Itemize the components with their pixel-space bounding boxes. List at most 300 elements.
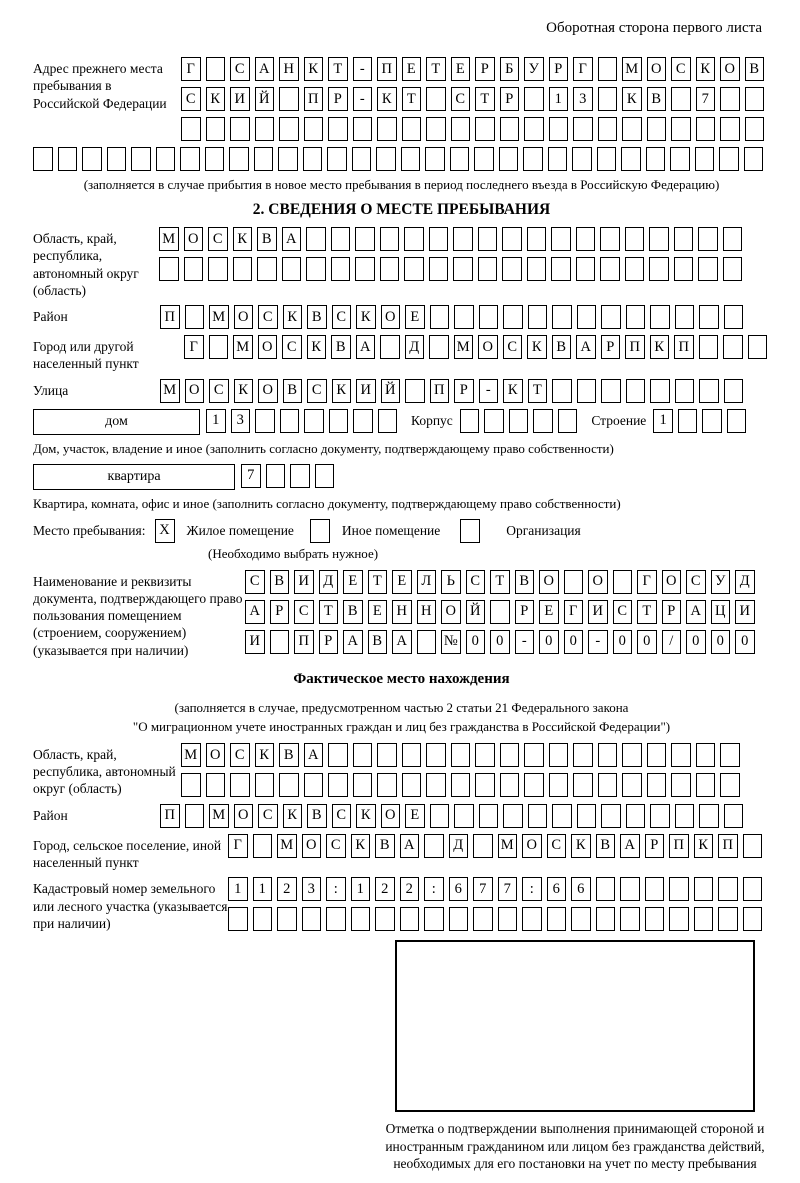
- char-cell: [600, 257, 620, 281]
- char-cell: 7: [696, 87, 716, 111]
- char-cell: К: [571, 834, 591, 858]
- char-cell: [646, 147, 666, 171]
- char-cell: Р: [515, 600, 535, 624]
- char-cell: [727, 409, 747, 433]
- char-cell: Д: [319, 570, 339, 594]
- char-cell: [279, 773, 299, 797]
- char-cell: С: [613, 600, 633, 624]
- char-cell: С: [547, 834, 567, 858]
- char-cell: Л: [417, 570, 437, 594]
- char-cell: -: [588, 630, 608, 654]
- char-cell: М: [181, 743, 201, 767]
- kadastr-row-1: [228, 877, 767, 901]
- char-cell: Р: [454, 379, 474, 403]
- char-cell: [451, 743, 471, 767]
- char-cell: [230, 773, 250, 797]
- char-cell: [723, 335, 743, 359]
- char-cell: Й: [255, 87, 275, 111]
- char-cell: [647, 773, 667, 797]
- oblast-label: Область, край, республика, автономный округ (область): [33, 231, 139, 298]
- char-cell: [671, 743, 691, 767]
- char-cell: М: [209, 305, 229, 329]
- doc-field: [33, 570, 770, 659]
- char-cell: [720, 117, 740, 141]
- char-cell: 0: [637, 630, 657, 654]
- char-cell: К: [307, 335, 327, 359]
- char-cell: [696, 773, 716, 797]
- char-cell: [743, 834, 763, 858]
- char-cell: С: [326, 834, 346, 858]
- raion-field: [33, 305, 770, 329]
- char-cell: [380, 257, 400, 281]
- char-cell: [549, 743, 569, 767]
- char-cell: [479, 305, 499, 329]
- char-cell: [430, 804, 450, 828]
- char-cell: С: [332, 305, 352, 329]
- char-cell: [745, 117, 765, 141]
- char-cell: [478, 227, 498, 251]
- char-cell: О: [206, 743, 226, 767]
- fact-oblast-label: Область, край, республика, автономный округ (область): [33, 746, 176, 797]
- char-cell: [306, 257, 326, 281]
- char-cell: [460, 409, 480, 433]
- char-cell: [524, 743, 544, 767]
- char-cell: [304, 117, 324, 141]
- char-cell: [426, 117, 446, 141]
- char-cell: [181, 773, 201, 797]
- char-cell: [650, 379, 670, 403]
- char-cell: [620, 907, 640, 931]
- kadastr-field: [33, 877, 770, 932]
- char-cell: К: [503, 379, 523, 403]
- char-cell: 1: [351, 877, 371, 901]
- char-cell: Г: [228, 834, 248, 858]
- char-cell: О: [522, 834, 542, 858]
- org-label: Организация: [506, 522, 581, 538]
- char-cell: [315, 464, 335, 488]
- char-cell: А: [400, 834, 420, 858]
- char-cell: Д: [449, 834, 469, 858]
- char-cell: [503, 305, 523, 329]
- fact-gorod-label: Город, сельское поселение, иной населенный пункт: [33, 837, 222, 870]
- char-cell: [377, 117, 397, 141]
- char-cell: [724, 804, 744, 828]
- char-cell: [671, 117, 691, 141]
- char-cell: [206, 57, 226, 81]
- char-cell: Е: [405, 305, 425, 329]
- char-cell: О: [185, 379, 205, 403]
- char-cell: С: [258, 804, 278, 828]
- char-cell: О: [588, 570, 608, 594]
- char-cell: [376, 147, 396, 171]
- dom-box: дом: [33, 409, 200, 435]
- char-cell: 1: [653, 409, 673, 433]
- char-cell: [600, 227, 620, 251]
- char-cell: В: [270, 570, 290, 594]
- char-cell: [479, 804, 499, 828]
- doc-row-2: [245, 600, 760, 624]
- char-cell: [257, 257, 277, 281]
- kadastr-label: Кадастровый номер земельного или лесного участка (указывается при наличии): [33, 881, 228, 931]
- char-cell: [502, 227, 522, 251]
- char-cell: П: [669, 834, 689, 858]
- char-cell: [724, 305, 744, 329]
- char-cell: [331, 257, 351, 281]
- char-cell: [622, 117, 642, 141]
- char-cell: О: [381, 305, 401, 329]
- char-cell: [353, 409, 373, 433]
- char-cell: П: [718, 834, 738, 858]
- char-cell: [206, 117, 226, 141]
- char-cell: [402, 743, 422, 767]
- char-cell: [748, 335, 768, 359]
- char-cell: С: [209, 379, 229, 403]
- char-cell: К: [351, 834, 371, 858]
- char-cell: Е: [402, 57, 422, 81]
- char-cell: [499, 147, 519, 171]
- char-cell: [598, 743, 618, 767]
- char-cell: С: [282, 335, 302, 359]
- char-cell: Е: [368, 600, 388, 624]
- dom-row: [33, 409, 770, 435]
- char-cell: [720, 87, 740, 111]
- char-cell: П: [674, 335, 694, 359]
- char-cell: В: [552, 335, 572, 359]
- char-cell: [549, 773, 569, 797]
- char-cell: Г: [564, 600, 584, 624]
- char-cell: [696, 743, 716, 767]
- char-cell: [720, 773, 740, 797]
- char-cell: [744, 147, 764, 171]
- doc-row-3: [245, 630, 760, 654]
- page-side-note: Оборотная сторона первого листа: [546, 20, 762, 36]
- fact-title: Фактическое место нахождения: [293, 670, 510, 687]
- char-cell: 6: [449, 877, 469, 901]
- char-cell: [417, 630, 437, 654]
- char-cell: 0: [711, 630, 731, 654]
- oblast-row-2: [159, 257, 747, 281]
- char-cell: [647, 117, 667, 141]
- char-cell: [601, 305, 621, 329]
- gorod-row: [184, 335, 772, 359]
- char-cell: О: [258, 379, 278, 403]
- char-cell: С: [230, 57, 250, 81]
- char-cell: [255, 409, 275, 433]
- kvartira-box: квартира: [33, 464, 235, 490]
- char-cell: С: [230, 743, 250, 767]
- char-cell: [678, 409, 698, 433]
- char-cell: [573, 117, 593, 141]
- char-cell: [228, 907, 248, 931]
- char-cell: [649, 227, 669, 251]
- char-cell: С: [208, 227, 228, 251]
- char-cell: В: [515, 570, 535, 594]
- char-cell: -: [353, 57, 373, 81]
- char-cell: А: [282, 227, 302, 251]
- char-cell: [552, 804, 572, 828]
- char-cell: [424, 834, 444, 858]
- zhiloe-label: Жилое помещение: [186, 522, 294, 538]
- char-cell: Е: [343, 570, 363, 594]
- char-cell: [571, 907, 591, 931]
- char-cell: [82, 147, 102, 171]
- char-cell: [650, 305, 670, 329]
- char-cell: У: [711, 570, 731, 594]
- char-cell: [670, 147, 690, 171]
- char-cell: [626, 379, 646, 403]
- char-cell: [675, 379, 695, 403]
- char-cell: [424, 907, 444, 931]
- char-cell: [669, 877, 689, 901]
- char-cell: [533, 409, 553, 433]
- char-cell: [184, 257, 204, 281]
- char-cell: Н: [417, 600, 437, 624]
- char-cell: [724, 379, 744, 403]
- char-cell: :: [326, 877, 346, 901]
- char-cell: [430, 305, 450, 329]
- char-cell: [718, 877, 738, 901]
- char-cell: [694, 907, 714, 931]
- char-cell: К: [332, 379, 352, 403]
- char-cell: [699, 305, 719, 329]
- char-cell: [597, 147, 617, 171]
- char-cell: [524, 87, 544, 111]
- fact-gorod-field: [33, 834, 770, 872]
- char-cell: [405, 379, 425, 403]
- char-cell: [564, 570, 584, 594]
- char-cell: О: [662, 570, 682, 594]
- char-cell: [426, 773, 446, 797]
- char-cell: [353, 773, 373, 797]
- char-cell: И: [356, 379, 376, 403]
- char-cell: Ь: [441, 570, 461, 594]
- ulitsa-label: Улица: [33, 382, 69, 398]
- char-cell: [596, 907, 616, 931]
- char-cell: [181, 117, 201, 141]
- char-cell: [270, 630, 290, 654]
- char-cell: [547, 907, 567, 931]
- char-cell: 0: [686, 630, 706, 654]
- char-cell: [696, 117, 716, 141]
- char-cell: [598, 773, 618, 797]
- char-cell: [328, 117, 348, 141]
- char-cell: Д: [735, 570, 755, 594]
- char-cell: Б: [500, 57, 520, 81]
- char-cell: В: [307, 305, 327, 329]
- char-cell: [404, 227, 424, 251]
- prev-address-row-1: [181, 57, 769, 81]
- char-cell: [326, 907, 346, 931]
- checkbox-org: [460, 519, 480, 543]
- char-cell: [302, 907, 322, 931]
- fact-raion-label: Район: [33, 807, 68, 823]
- char-cell: К: [233, 227, 253, 251]
- char-cell: [551, 257, 571, 281]
- char-cell: 2: [277, 877, 297, 901]
- char-cell: [306, 227, 326, 251]
- char-cell: [625, 257, 645, 281]
- char-cell: [290, 464, 310, 488]
- char-cell: [622, 773, 642, 797]
- char-cell: О: [184, 227, 204, 251]
- char-cell: [552, 305, 572, 329]
- char-cell: В: [279, 743, 299, 767]
- char-cell: П: [430, 379, 450, 403]
- stroenie-cells: [653, 409, 751, 433]
- stamp-caption: Отметка о подтверждении выполнения принимающей стороной и иностранным гражданином или лицом без гражданства действий, необходимых для его постановки на учет по месту пребывания: [385, 1121, 765, 1172]
- char-cell: [577, 379, 597, 403]
- char-cell: [598, 87, 618, 111]
- prev-address-row-2: [181, 87, 769, 111]
- raion-label: Район: [33, 309, 68, 325]
- char-cell: 3: [573, 87, 593, 111]
- char-cell: К: [650, 335, 670, 359]
- char-cell: [429, 335, 449, 359]
- char-cell: [647, 743, 667, 767]
- char-cell: [304, 409, 324, 433]
- char-cell: [601, 804, 621, 828]
- ulitsa-field: [33, 379, 770, 403]
- char-cell: 6: [547, 877, 567, 901]
- char-cell: Г: [573, 57, 593, 81]
- fact-caption: [33, 698, 770, 737]
- char-cell: П: [377, 57, 397, 81]
- char-cell: Е: [392, 570, 412, 594]
- fact-oblast-row-1: [181, 743, 745, 767]
- char-cell: 7: [473, 877, 493, 901]
- fact-oblast-field: [33, 743, 770, 798]
- char-cell: [573, 743, 593, 767]
- char-cell: К: [356, 804, 376, 828]
- char-cell: А: [576, 335, 596, 359]
- doc-row-1: [245, 570, 760, 594]
- char-cell: Р: [645, 834, 665, 858]
- char-cell: 3: [231, 409, 251, 433]
- prev-address-row-3: [181, 117, 769, 141]
- char-cell: Е: [451, 57, 471, 81]
- char-cell: [613, 570, 633, 594]
- char-cell: 0: [539, 630, 559, 654]
- char-cell: К: [377, 87, 397, 111]
- char-cell: [159, 257, 179, 281]
- char-cell: М: [498, 834, 518, 858]
- char-cell: А: [620, 834, 640, 858]
- char-cell: Т: [368, 570, 388, 594]
- char-cell: Й: [466, 600, 486, 624]
- char-cell: [327, 147, 347, 171]
- char-cell: О: [647, 57, 667, 81]
- char-cell: И: [588, 600, 608, 624]
- char-cell: Й: [381, 379, 401, 403]
- char-cell: [695, 147, 715, 171]
- char-cell: К: [206, 87, 226, 111]
- char-cell: [577, 804, 597, 828]
- char-cell: [353, 117, 373, 141]
- char-cell: 0: [613, 630, 633, 654]
- char-cell: [266, 464, 286, 488]
- char-cell: В: [375, 834, 395, 858]
- char-cell: [352, 147, 372, 171]
- char-cell: [626, 804, 646, 828]
- char-cell: 0: [735, 630, 755, 654]
- char-cell: [233, 257, 253, 281]
- char-cell: С: [307, 379, 327, 403]
- char-cell: [498, 907, 518, 931]
- fact-caption-line-2: "О миграционном учете иностранных граждан и лиц без гражданства в Российской Федерации"): [132, 719, 671, 735]
- char-cell: В: [596, 834, 616, 858]
- kvartira-cells: [241, 464, 339, 488]
- char-cell: [209, 335, 229, 359]
- char-cell: Т: [490, 570, 510, 594]
- char-cell: М: [160, 379, 180, 403]
- char-cell: О: [441, 600, 461, 624]
- oblast-row-1: [159, 227, 747, 251]
- char-cell: Е: [539, 600, 559, 624]
- char-cell: К: [283, 804, 303, 828]
- char-cell: [699, 804, 719, 828]
- char-cell: [702, 409, 722, 433]
- char-cell: [254, 147, 274, 171]
- char-cell: [255, 117, 275, 141]
- char-cell: [675, 305, 695, 329]
- char-cell: [484, 409, 504, 433]
- char-cell: [380, 335, 400, 359]
- char-cell: Р: [662, 600, 682, 624]
- char-cell: [400, 907, 420, 931]
- oblast-field: [33, 227, 770, 299]
- char-cell: А: [392, 630, 412, 654]
- char-cell: [743, 907, 763, 931]
- char-cell: В: [257, 227, 277, 251]
- kvartira-row: [33, 464, 770, 490]
- char-cell: [625, 227, 645, 251]
- char-cell: [453, 227, 473, 251]
- char-cell: [671, 773, 691, 797]
- char-cell: [674, 227, 694, 251]
- char-cell: И: [294, 570, 314, 594]
- stroenie-label: Строение: [591, 412, 647, 428]
- fact-caption-line-1: (заполняется в случае, предусмотренном частью 2 статьи 21 Федерального закона: [174, 699, 629, 715]
- korpus-label: Корпус: [411, 412, 453, 428]
- char-cell: [180, 147, 200, 171]
- char-cell: [355, 257, 375, 281]
- section2-title: 2. СВЕДЕНИЯ О МЕСТЕ ПРЕБЫВАНИЯ: [252, 201, 551, 218]
- char-cell: У: [524, 57, 544, 81]
- char-cell: [473, 907, 493, 931]
- place-type-row: [33, 519, 770, 543]
- char-cell: [576, 257, 596, 281]
- char-cell: [551, 227, 571, 251]
- char-cell: [490, 600, 510, 624]
- char-cell: [621, 147, 641, 171]
- char-cell: П: [625, 335, 645, 359]
- char-cell: Ц: [711, 600, 731, 624]
- char-cell: [451, 773, 471, 797]
- char-cell: [503, 804, 523, 828]
- gorod-label: Город или другой населенный пункт: [33, 339, 139, 372]
- char-cell: [528, 305, 548, 329]
- char-cell: [450, 147, 470, 171]
- char-cell: [478, 257, 498, 281]
- char-cell: [131, 147, 151, 171]
- char-cell: [719, 147, 739, 171]
- char-cell: [576, 227, 596, 251]
- stamp-box: [395, 940, 755, 1112]
- char-cell: [573, 773, 593, 797]
- char-cell: А: [304, 743, 324, 767]
- char-cell: [720, 743, 740, 767]
- char-cell: [328, 743, 348, 767]
